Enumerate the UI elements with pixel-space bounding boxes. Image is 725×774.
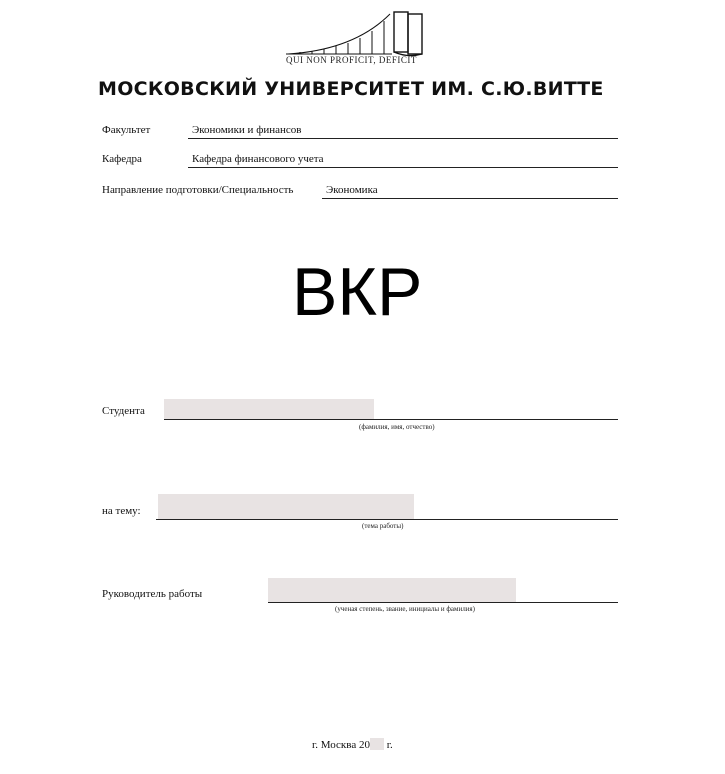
supervisor-label: Руководитель работы bbox=[102, 588, 203, 600]
specialty-value: Экономика bbox=[326, 184, 378, 196]
topic-hint: (тема работы) bbox=[362, 522, 404, 530]
faculty-label: Факультет bbox=[102, 124, 151, 136]
university-title: МОСКОВСКИЙ УНИВЕРСИТЕТ ИМ. С.Ю.ВИТТЕ bbox=[98, 78, 604, 100]
topic-line bbox=[156, 519, 618, 520]
footer-city-year bbox=[312, 738, 393, 751]
student-name-redacted bbox=[164, 399, 374, 419]
work-type-title: ВКР bbox=[292, 254, 423, 330]
year-redacted bbox=[370, 738, 384, 750]
student-line bbox=[164, 419, 618, 420]
supervisor-line bbox=[268, 602, 618, 603]
supervisor-redacted bbox=[268, 578, 516, 602]
supervisor-hint: (ученая степень, звание, инициалы и фамилия) bbox=[335, 605, 475, 613]
university-motto: QUI NON PROFICIT, DEFICIT bbox=[286, 55, 417, 65]
student-label: Студента bbox=[102, 405, 145, 417]
topic-label: на тему: bbox=[102, 505, 141, 517]
specialty-label: Направление подготовки/Специальность bbox=[102, 184, 294, 196]
faculty-line bbox=[188, 138, 618, 139]
topic-redacted bbox=[158, 494, 414, 520]
department-label: Кафедра bbox=[102, 153, 142, 165]
student-hint: (фамилия, имя, отчество) bbox=[359, 423, 435, 431]
specialty-line bbox=[322, 198, 618, 199]
faculty-value: Экономики и финансов bbox=[192, 124, 302, 136]
footer-city: г. Москва 20 bbox=[312, 739, 370, 751]
department-value: Кафедра финансового учета bbox=[192, 153, 324, 165]
department-line bbox=[188, 167, 618, 168]
footer-year-suffix: г. bbox=[386, 739, 393, 751]
